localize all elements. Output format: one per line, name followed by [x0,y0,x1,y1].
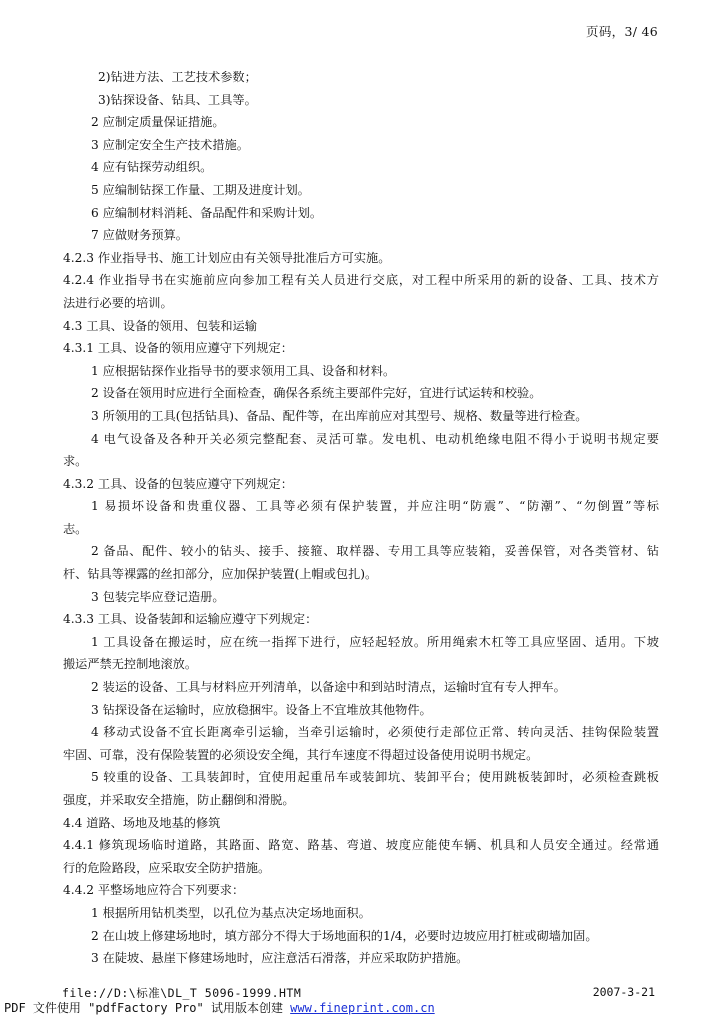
section-heading: 4.4 道路、场地及地基的修筑 [63,815,221,830]
clause-text: 4.3.3 工具、设备装卸和运输应遵守下列规定： [63,612,318,627]
list-item: 牢固、可靠，没有保险装置的必须设安全绳，其行车速度不得超过设备使用说明书规定。 [63,747,539,762]
list-item: 3 包装完毕应登记造册。 [91,589,225,604]
list-item: 3 应制定安全生产技术措施。 [91,137,249,152]
clause-text: 法进行必要的培训。 [63,295,173,310]
list-item: 求。 [63,454,88,469]
clause-text: 行的危险路段，应采取安全防护措施。 [63,860,271,875]
list-item: 1 根据所用钻机类型，以孔位为基点决定场地面积。 [91,905,371,920]
print-date: 2007-3-21 [592,985,655,999]
page-number: 页码，3/ 46 [586,24,658,39]
pdf-watermark [4,999,435,1016]
section-heading: 4.3 工具、设备的领用、包装和运输 [63,318,257,333]
clause-text: 4.4.1 修筑现场临时道路，其路面、路宽、路基、弯道、坡度应能使车辆、机具和人员安全通过。经常通 [63,838,659,853]
list-item: 4 电气设备及各种开关必须完整配套、灵活可靠。发电机、电动机绝缘电阻不得小于说明书规定要 [91,431,659,446]
list-item: 杆、钻具等裸露的丝扣部分，应加保护装置(上帽或包扎)。 [63,567,378,582]
document-body [63,66,659,970]
list-item: 4 移动式设备不宜长距离牵引运输，当牵引运输时，必须使行走部位正常、转向灵活、挂钩保险装置 [91,725,659,740]
list-item: 1 工具设备在搬运时，应在统一指挥下进行，应轻起轻放。所用绳索木杠等工具应坚固、适用。下坡 [91,634,659,649]
list-item: 3)钻探设备、钻具、工具等。 [98,92,257,107]
clause-text: 4.2.4 作业指导书在实施前应向参加工程有关人员进行交底，对工程中所采用的新的设备、工具、技术方 [63,273,659,288]
list-item: 1 应根据钻探作业指导书的要求领用工具、设备和材料。 [91,363,396,378]
list-item: 1 易损坏设备和贵重仪器、工具等必须有保护装置，并应注明“防震”、“防潮”、“勿倒置”等标 [91,499,659,514]
list-item: 2)钻进方法、工艺技术参数； [98,70,257,84]
clause-text: 4.2.3 作业指导书、施工计划应由有关领导批准后方可实施。 [63,250,391,265]
list-item: 2 设备在领用时应进行全面检查，确保各系统主要部件完好，宜进行试运转和校验。 [91,386,542,401]
pdf-notice-text: PDF 文件使用 "pdfFactory Pro" 试用版本创建 [4,1001,291,1015]
list-item: 5 较重的设备、工具装卸时，宜使用起重吊车或装卸坑、装卸平台；使用跳板装卸时，必须检查跳板 [91,770,659,785]
list-item: 2 装运的设备、工具与材料应开列清单，以备途中和到站时清点，运输时宜有专人押车。 [91,680,566,695]
list-item: 6 应编制材料消耗、备品配件和采购计划。 [91,205,323,220]
list-item: 7 应做财务预算。 [91,228,188,243]
clause-text: 4.3.2 工具、设备的包装应遵守下列规定： [63,476,293,491]
list-item: 强度，并采取安全措施，防止翻倒和滑脱。 [63,793,295,807]
list-item: 3 所领用的工具(包括钻具)、备品、配件等，在出库前应对其型号、规格、数量等进行检查。 [91,408,588,423]
list-item: 2 在山坡上修建场地时，填方部分不得大于场地面积的1/4，必要时边坡应用打桩或砌墙加固。 [91,928,598,943]
clause-text: 4.3.1 工具、设备的领用应遵守下列规定： [63,341,293,356]
list-item: 2 应制定质量保证措施。 [91,115,225,130]
list-item: 2 备品、配件、较小的钻头、接手、接箍、取样器、专用工具等应装箱，妥善保管，对各类管材、钻 [91,544,659,559]
list-item: 搬运严禁无控制地滚放。 [63,657,198,672]
fineprint-link[interactable]: www.fineprint.com.cn [290,1001,435,1015]
file-path: file://D:\标准\DL_T 5096-1999.HTM [62,986,302,1000]
list-item: 3 钻探设备在运输时，应放稳捆牢。设备上不宜堆放其他物件。 [91,702,432,717]
clause-text: 4.4.2 平整场地应符合下列要求： [63,883,245,898]
list-item: 志。 [63,521,88,536]
list-item: 3 在陡坡、悬崖下修建场地时，应注意活石滑落，并应采取防护措施。 [91,951,469,966]
list-item: 4 应有钻探劳动组织。 [91,160,213,175]
list-item: 5 应编制钻探工作量、工期及进度计划。 [91,182,310,197]
